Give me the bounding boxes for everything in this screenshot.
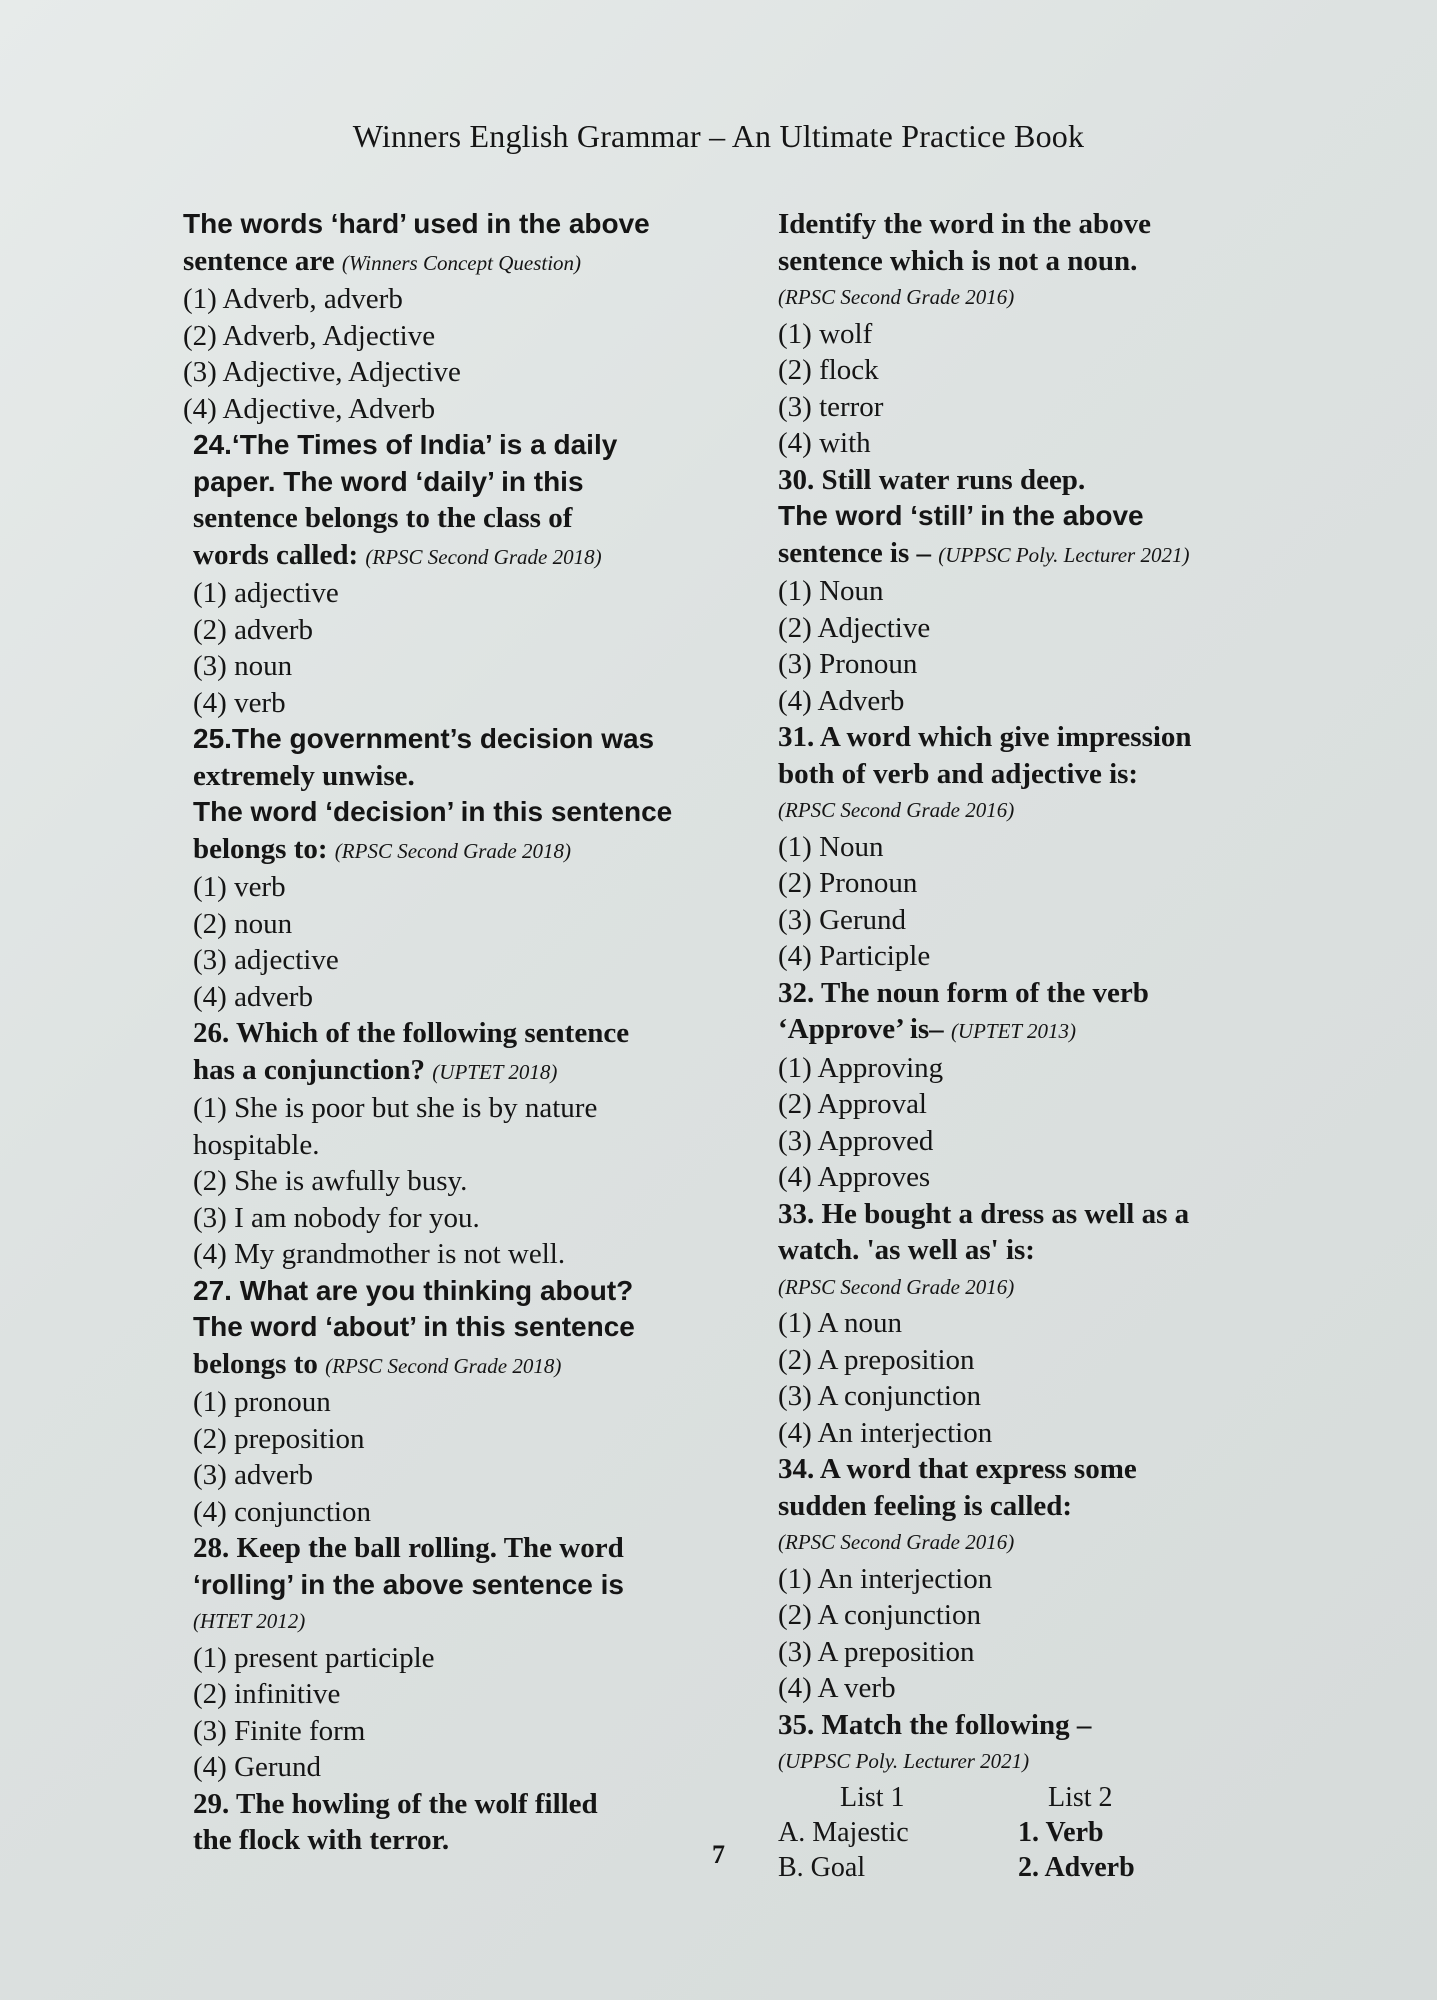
question-text: 33. He bought a dress as well as a [778,1197,1190,1230]
question-text: The word ‘decision’ in this sentence [193,796,673,827]
option: (2) Pronoun [778,867,918,899]
option: (3) Approved [778,1124,934,1157]
option: (3) noun [193,650,293,682]
question-33 [778,1196,1278,1452]
option: (1) She is poor but she is by nature [193,1092,598,1124]
match-item-a: B. Goal [778,1851,866,1883]
question-source: (RPSC Second Grade 2016) [778,1530,1015,1554]
question-source: (RPSC Second Grade 2018) [365,544,602,569]
question-source: (RPSC Second Grade 2018) [325,1353,562,1378]
option: (3) Gerund [778,903,907,936]
question-source: (RPSC Second Grade 2016) [778,1274,1015,1299]
list-2-header: List 2 [1048,1781,1113,1813]
option: (2) Adjective [778,611,931,644]
question-text: 30. Still water runs deep. [778,463,1086,496]
option: (1) present participle [193,1641,435,1674]
option: (1) Noun [778,830,884,863]
question-text: belongs to [193,1347,318,1380]
question-26 [183,1015,773,1273]
option: (2) noun [193,907,293,940]
question-25 [183,721,773,1015]
question-text: 32. The noun form of the verb [778,976,1149,1009]
question-23 [183,206,773,427]
question-30 [778,462,1278,720]
question-source: (UPTET 2013) [950,1019,1076,1043]
option: (2) Approval [778,1088,927,1120]
option: (1) A noun [778,1307,903,1339]
question-text: both of verb and adjective is: [778,757,1139,790]
question-source: (RPSC Second Grade 2016) [778,798,1015,822]
option: (4) Adjective, Adverb [183,392,436,425]
option: (4) Participle [778,940,931,972]
question-text: The words ‘hard’ used in the above [183,208,650,239]
left-column [183,206,773,1859]
question-text: 25.The government’s decision was [193,723,655,754]
option: (1) An interjection [778,1562,993,1595]
match-item-b: 2. Adverb [1018,1851,1135,1883]
option: (2) infinitive [193,1678,341,1710]
option: (3) adjective [193,944,339,976]
question-source: (UPPSC Poly. Lecturer 2021) [938,542,1190,567]
question-text: 24.‘The Times of India’ is a daily [193,429,618,460]
option: (1) Approving [778,1051,944,1084]
match-item-a: A. Majestic [778,1816,909,1848]
option: (2) A conjunction [778,1599,981,1631]
option: (3) Pronoun [778,648,918,680]
page-header: Winners English Grammar – An Ultimate Practice Book [352,118,1085,154]
option: (1) Adverb, adverb [183,283,403,315]
question-source: (Winners Concept Question) [341,250,582,275]
question-27 [183,1273,773,1531]
right-column [778,206,1278,1885]
question-text: watch. 'as well as' is: [778,1234,1035,1266]
question-text: 35. Match the following – [778,1708,1092,1741]
option: (1) verb [193,871,286,903]
question-text: 34. A word that express some [778,1453,1137,1485]
question-text: words called: [193,538,359,571]
question-24 [183,427,773,721]
question-text: sentence which is not a noun. [778,244,1138,277]
question-text: sentence is – [778,536,932,569]
option: (4) A verb [778,1672,896,1704]
question-text: 26. Which of the following sentence [193,1017,630,1049]
question-text: belongs to: [193,832,328,865]
option: (2) flock [778,354,879,386]
list-1-header: List 1 [840,1781,905,1813]
option: (4) An interjection [778,1416,993,1449]
question-34 [778,1451,1278,1707]
option: (2) preposition [193,1422,365,1455]
question-text: 28. Keep the ball rolling. The word [193,1532,624,1564]
option: (4) Adverb [778,684,905,717]
option: (2) She is awfully busy. [193,1165,468,1197]
option: (4) Gerund [193,1751,322,1783]
question-text: ‘Approve’ is– [778,1013,944,1045]
question-text: has a conjunction? [193,1053,426,1086]
option: (4) adverb [193,980,313,1013]
option: (3) adverb [193,1459,313,1491]
question-text: sentence are [183,244,335,277]
option: (1) wolf [778,317,873,350]
option: (4) conjunction [193,1495,371,1528]
question-text: extremely unwise. [193,759,415,792]
option: (4) with [778,427,871,459]
question-text: sentence belongs to the class of [193,502,573,534]
option: (3) terror [778,390,884,423]
question-source: (HTET 2012) [193,1609,306,1633]
question-31 [778,719,1278,975]
option: (3) A preposition [778,1635,975,1668]
option: (3) Adjective, Adjective [183,356,461,388]
option: (2) A preposition [778,1343,975,1376]
option: (1) Noun [778,575,884,607]
option: hospitable. [193,1128,320,1161]
question-text: The word ‘still’ in the above [778,500,1144,531]
question-text: 29. The howling of the wolf filled [193,1787,598,1820]
question-source: (UPTET 2018) [432,1059,558,1084]
question-text: ‘rolling’ in the above sentence is [193,1568,625,1600]
option: (3) A conjunction [778,1380,981,1412]
option: (3) Finite form [193,1714,366,1747]
question-source: (RPSC Second Grade 2016) [778,285,1015,309]
question-text: 31. A word which give impression [778,721,1192,753]
option: (2) adverb [193,613,313,646]
option: (3) I am nobody for you. [193,1201,480,1234]
question-text: Identify the word in the above [778,208,1151,240]
option: (4) My grandmother is not well. [193,1238,566,1270]
question-28 [183,1530,773,1786]
match-item-b: 1. Verb [1018,1816,1104,1848]
option: (2) Adverb, Adjective [183,319,436,352]
question-text: sudden feeling is called: [778,1489,1073,1522]
question-text: The word ‘about’ in this sentence [193,1311,635,1342]
question-source: (UPPSC Poly. Lecturer 2021) [778,1749,1030,1773]
page-number: 7 [712,1840,725,1869]
question-32 [778,975,1278,1196]
option: (1) adjective [193,577,339,609]
question-text: the flock with terror. [193,1824,450,1856]
question-29-continued [778,206,1278,462]
question-text: paper. The word ‘daily’ in this [193,465,584,497]
question-text: 27. What are you thinking about? [193,1274,634,1306]
option: (1) pronoun [193,1386,331,1418]
option: (4) Approves [778,1161,931,1193]
option: (4) verb [193,686,286,719]
question-source: (RPSC Second Grade 2018) [334,838,571,863]
